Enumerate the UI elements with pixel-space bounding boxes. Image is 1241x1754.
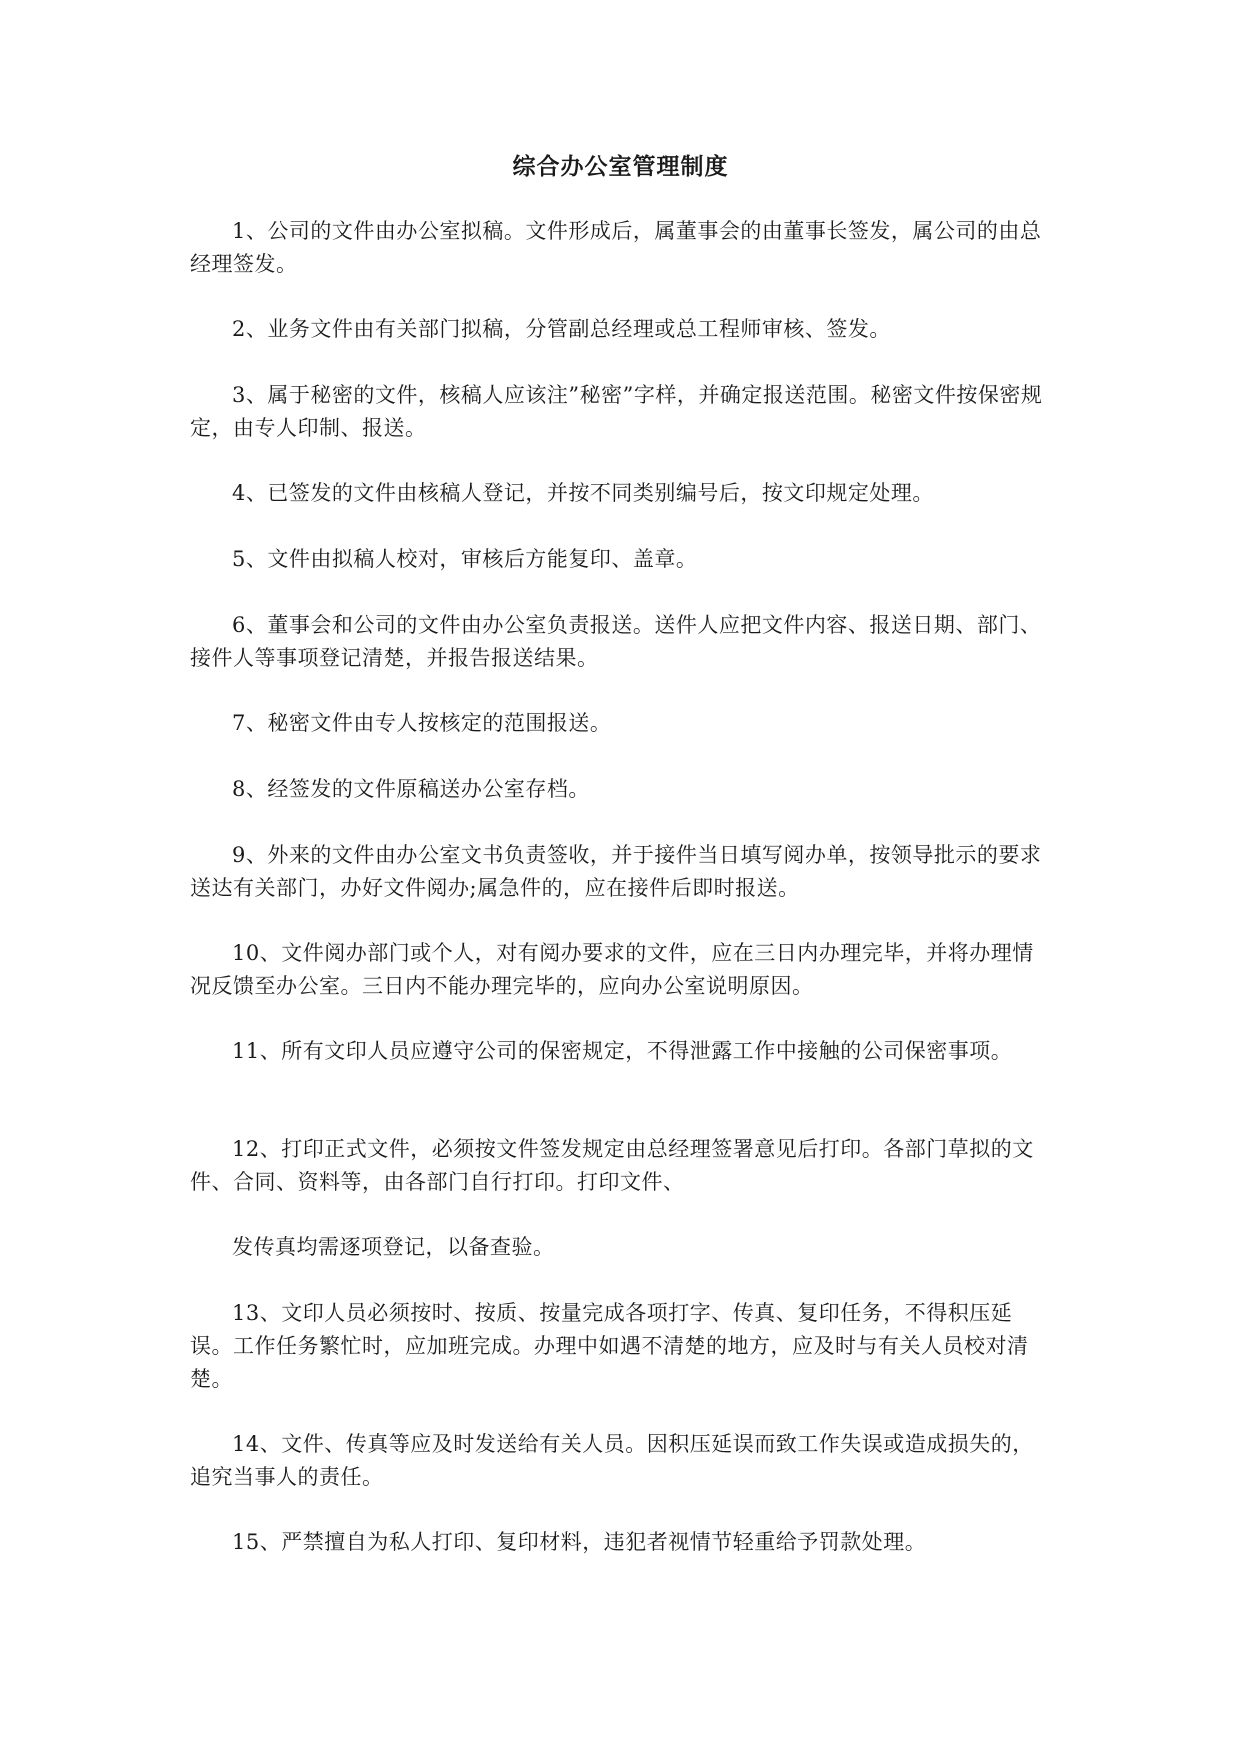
- rule-paragraph-12-continued: 发传真均需逐项登记，以备查验。: [232, 1235, 555, 1259]
- rule-paragraph-1: 1、公司的文件由办公室拟稿。文件形成后，属董事会的由董事长签发，属公司的由总经理签发。: [190, 219, 1042, 276]
- rule-paragraph-14: 14、文件、传真等应及时发送给有关人员。因积压延误而致工作失误或造成损失的，追究当事人的责任。: [190, 1432, 1034, 1489]
- rule-paragraph-3: 3、属于秘密的文件，核稿人应该注”秘密”字样，并确定报送范围。秘密文件按保密规定，由专人印制、报送。: [190, 383, 1043, 440]
- rule-paragraph-12: 12、打印正式文件，必须按文件签发规定由总经理签署意见后打印。各部门草拟的文件、合同、资料等，由各部门自行打印。打印文件、: [190, 1137, 1034, 1194]
- rule-paragraph-9: 9、外来的文件由办公室文书负责签收，并于接件当日填写阅办单，按领导批示的要求送达有关部门，办好文件阅办;属急件的，应在接件后即时报送。: [190, 843, 1042, 900]
- rule-paragraph-5: 5、文件由拟稿人校对，审核后方能复印、盖章。: [232, 547, 698, 571]
- document-title: 综合办公室管理制度: [512, 153, 729, 180]
- rule-paragraph-4: 4、已签发的文件由核稿人登记，并按不同类别编号后，按文印规定处理。: [232, 481, 934, 505]
- rule-paragraph-8: 8、经签发的文件原稿送办公室存档。: [232, 777, 590, 801]
- rule-paragraph-2: 2、业务文件由有关部门拟稿，分管副总经理或总工程师审核、签发。: [232, 317, 891, 341]
- rule-paragraph-15: 15、严禁擅自为私人打印、复印材料，违犯者视情节轻重给予罚款处理。: [232, 1530, 927, 1554]
- rule-paragraph-13: 13、文印人员必须按时、按质、按量完成各项打字、传真、复印任务，不得积压延误。工作任务繁忙时，应加班完成。办理中如遇不清楚的地方，应及时与有关人员校对清楚。: [190, 1301, 1029, 1391]
- rule-paragraph-10: 10、文件阅办部门或个人，对有阅办要求的文件，应在三日内办理完毕，并将办理情况反馈至办公室。三日内不能办理完毕的，应向办公室说明原因。: [190, 941, 1034, 998]
- rule-paragraph-7: 7、秘密文件由专人按核定的范围报送。: [232, 711, 612, 735]
- rule-paragraph-6: 6、董事会和公司的文件由办公室负责报送。送件人应把文件内容、报送日期、部门、接件人等事项登记清楚，并报告报送结果。: [190, 613, 1042, 670]
- rule-paragraph-11: 11、所有文印人员应遵守公司的保密规定，不得泄露工作中接触的公司保密事项。: [232, 1039, 1013, 1063]
